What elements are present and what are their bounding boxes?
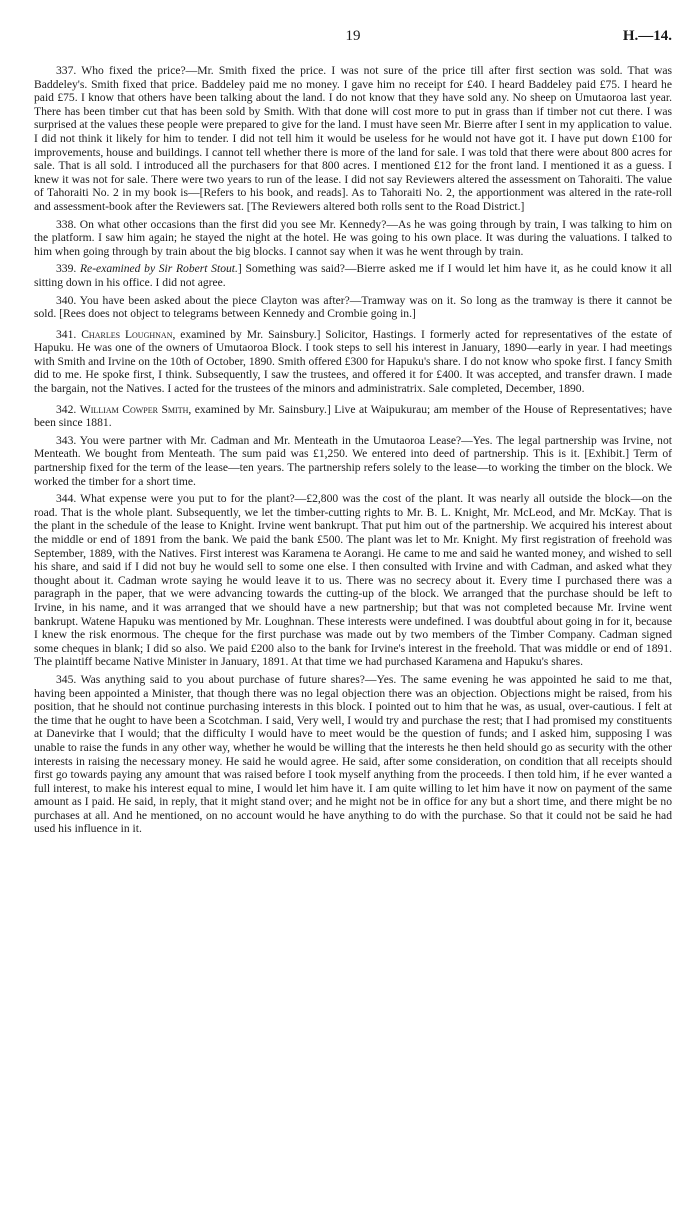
paragraph-341-text: , examined by Mr. Sainsbury.] Solicitor, Hastings. I formerly acted for representatives of the estate of Hapuku. He was one of the owners of Umutaoroa Block. I took steps to sell his interest in January, 1890—early in year. I had meetings with Smith and Irvine on the 10th of October, 1890. Smith offered £300 for Hapuku's share. I do not know who spoke first. I fancy Smith did to me. He spoke first, I think. Subsequently, I saw the trustees, and offered it for £400. It was accepted, and transfer drawn. I made the bargain, not the Natives. I acted for the trustees of the minors and administratrix. Sale completed, December, 1890. — [34, 327, 673, 396]
paragraph-341 — [34, 328, 672, 396]
paragraph-337: 337. Who fixed the price?—Mr. Smith fixed the price. I was not sure of the price till after first section was sold. That was Baddeley's. Smith fixed that price. Baddeley paid me no money. I gave him no receipt for £40. I heard Baddeley paid £75. I heard he paid £75. I know that others have been talking about the land. I do not know that they have sold any. No sheep on Umutaoroa last year. There has been timber cut that has been sold by Smith. With that done will cost more to put in grass than if timber not cut there. I was surprised at the values these people were prepared to give for the land. I must have seen Mr. Bierre after I sent in my application to value. I did not think it likely for him to tender. I did not tell him it would be useless for he would not have got it. I have put down £100 for improvements, house and buildings. I cannot tell whether there is more of the land for sale. I was told that there were about 800 acres for sale. That is all sold. I introduced all the purchasers for that 800 acres. I mentioned £12 for the front land. I mentioned it as a guess. I knew it was not for sale. There were two years to run of the lease. I did not say Reviewers altered the assessment on Tahoraiti. The value of Tahoraiti No. 2 in my book is—[Refers to his book, and reads]. As to Tahoraiti No. 2, the apportionment was altered in the rate-roll and assessment-book after the Reviewers sat. [The Reviewers altered both rolls sent to the Road District.] — [34, 64, 672, 213]
paragraph-345: 345. Was anything said to you about purchase of future shares?—Yes. The same evening he was appointed he said to me that, having been appointed a Minister, that though there was no legal objection there was an objection. Objections might be raised, from his position, that he should not continue purchasing interests in this block. I pointed out to him that he was, as usual, over-cautious. I felt at the time that he ought to have been a Scotchman. I said, Very well, I would try and purchase the rest; that I had promised my constituents at Danevirke that I would; that the difficulty I would have to meet would be the question of funds; and I asked him, supposing I was unable to raise the funds in any other way, whether he would be willing that the interests he then held should go as security with the other interests in raising the necessary money. He said he would agree. He said, after some consideration, on condition that all receipts should first go towards paying any amount that was raised before I took myself anything from the proceeds. I then told him, if he ever wanted a full interest, to make his interest equal to mine, I would let him have it. I am quite willing to let him have it now on payment of the same amount as I paid. He said, in reply, that it might stand over; and he might not be in office for any but a short time, and there might be no purchases at all. And he mentioned, on no account would he have anything to do with the purchase. So that it could not be said he had used his influence in it. — [34, 672, 672, 836]
paragraph-343: 343. You were partner with Mr. Cadman and Mr. Menteath in the Umutaoroa Lease?—Yes. The legal partnership was Irvine, not Menteath. We bought from Menteath. The sum paid was £1,250. We entered into deed of partnership. This is it. [Exhibit.] Term of partnership fixed for the term of the lease—ten years. The partnership refers solely to the lease—to working the timber on the block. We worked the timber for a short time. — [34, 433, 672, 488]
page-number: 19 — [345, 28, 361, 44]
paragraph-339-number: 339. — [56, 262, 80, 276]
examiner-note: Re-examined by Sir Robert Stout. — [79, 262, 238, 276]
paragraph-338: 338. On what other occasions than the first did you see Mr. Kennedy?—As he was going through by train, I was talking to him on the platform. I saw him again; he stayed the night at the hotel. He was going to his own place. It was during the valuations. I talked to him when going through by train about the big blocks. I cannot say when it was he went through by train. — [34, 217, 672, 258]
paragraph-344: 344. What expense were you put to for the plant?—£2,800 was the cost of the plant. It was nearly all outside the block—on the road. That is the whole plant. Subsequently, we let the timber-cutting rights to Mr. B. L. Knight, Mr. McLeod, and Mr. McKay. That is the plant in the schedule of the lease to Knight. Irvine went bankrupt. That put him out of the partnership. We acquired his interest about the middle or end of 1891 from the bank. We paid the bank £500. The plant was let to Mr. Knight. My first registration of freehold was September, 1889, with the Natives. First interest was Karamena te Aorangi. He came to me and said he wanted money, and wished to sell his share, and said if I did not buy he would sell to some one else. I then consulted with Irvine and with Cadman, and asked what they thought about it. Cadman wrote saying he would leave it to us. There was no secrecy about it. Every time I purchased there was a paragraph in the paper, that we were advancing towards the cutting-up of the block. We arranged that the purchase should be left to Irvine, in his name, and it was arranged that we should have a new partnership; but that was not completed because Mr. Irvine went bankrupt. Watene Hapuku was mentioned by Mr. Loughnan. These interests were undefined. I was doubtful about going in for it, because I knew the risk enormous. The cheque for the first purchase was made out by two members of the Timber Company. Cadman signed some cheques in blank; I did so also. We paid £200 also to the bank for Irvine's interest in the freehold. That was middle or end of 1891. The plaintiff became Native Minister in January, 1891. At that time we had purchased Karamena and Hapuku's shares. — [34, 492, 672, 669]
paragraph-342 — [34, 403, 672, 430]
witness-name: William Cowper Smith — [79, 402, 189, 416]
document-reference: H.—14. — [622, 28, 672, 44]
document-body — [34, 64, 672, 836]
witness-name: Charles Loughnan — [81, 327, 173, 341]
paragraph-341-number: 341. — [56, 327, 82, 341]
page-header — [34, 28, 672, 64]
paragraph-342-number: 342. — [56, 402, 80, 416]
paragraph-339-text: ] Something was said?—Bierre asked me if I would let him have it, as he could know it all sitting down in his office. I did not agree. — [34, 262, 672, 289]
paragraph-339 — [34, 262, 672, 289]
paragraph-342-text: , examined by Mr. Sainsbury.] Live at Waipukurau; am member of the House of Representatives; have been since 1881. — [34, 402, 672, 430]
paragraph-340: 340. You have been asked about the piece Clayton was after?—Tramway was on it. So long as the tramway is there it cannot be sold. [Rees does not object to telegrams between Kennedy and Crombie going in.] — [34, 293, 672, 321]
